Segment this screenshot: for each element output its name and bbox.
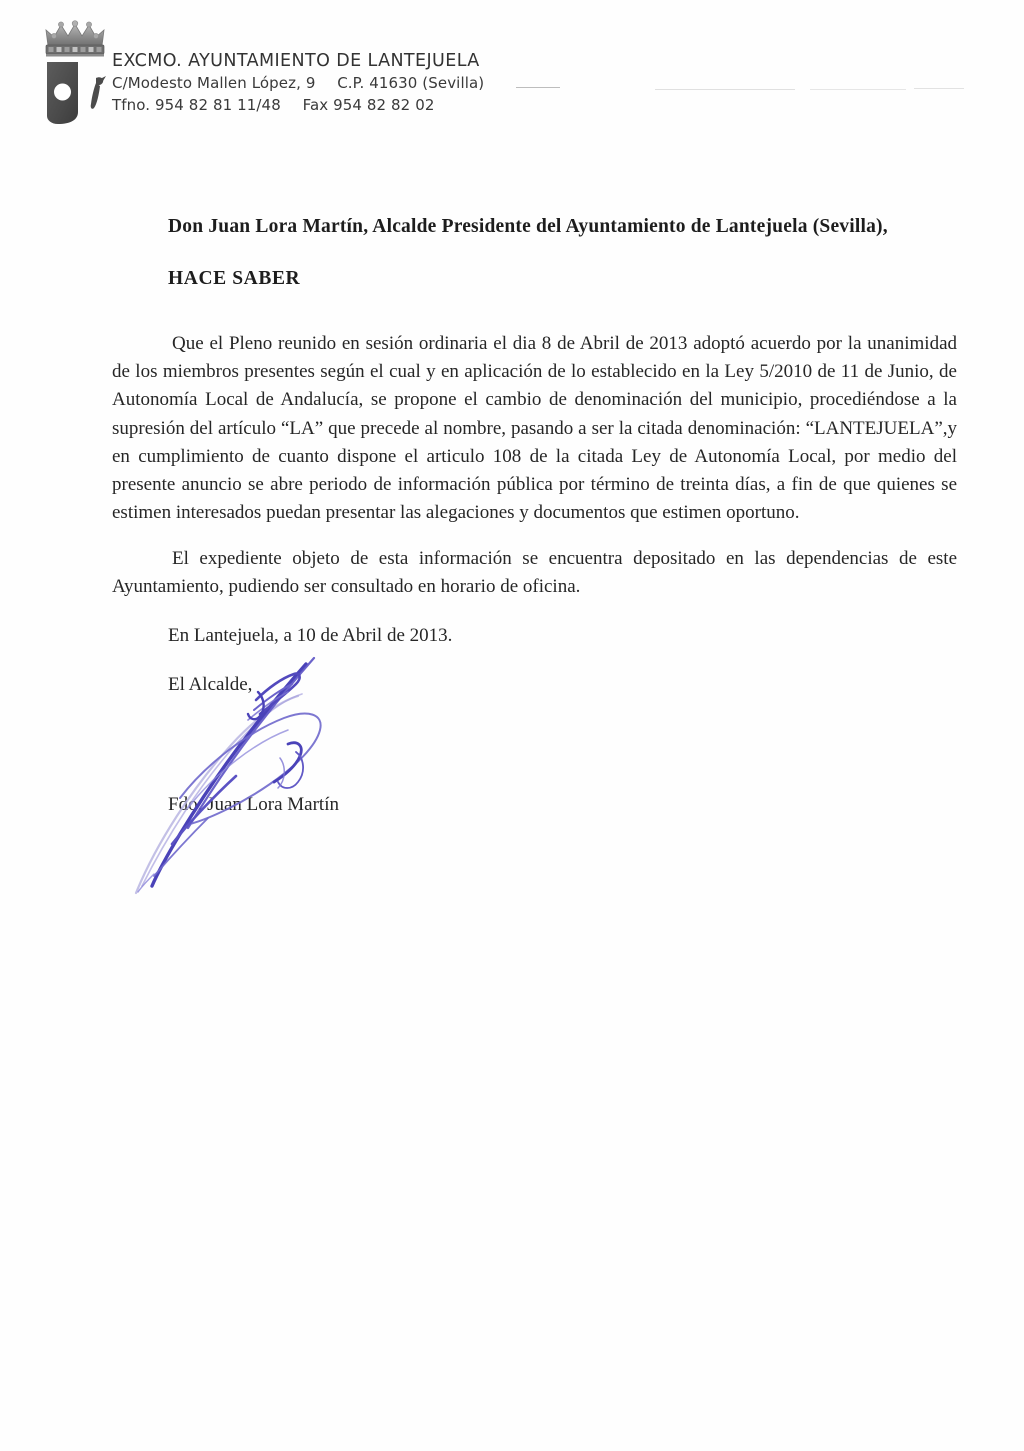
header-rule-segment [516,87,560,88]
margin-registry-stamp [14,330,60,1090]
contact-line [112,94,484,116]
organization-name: EXCMO. AYUNTAMIENTO DE LANTEJUELA [112,51,480,71]
place-and-date: En Lantejuela, a 10 de Abril de 2013. [168,625,453,646]
address-street: C/Modesto Mallen López, 9 [112,74,316,92]
body-paragraph-1: Que el Pleno reunido en sesión ordinaria el dia 8 de Abril de 2013 adoptó acuerdo por la unanimidad de los miembros presentes según el cual y en aplicación de lo establecido en la Ley 5/2010 de 11 de Junio, de Autonomía Local de Andalucía, se propone el cambio de denominación del municipio, procediéndose a la supresión del artículo “LA” que precede al nombre, pasando a ser la citada denominación: “LANTEJUELA”,y en cumplimiento de cuanto dispone el articulo 108 de la citada Ley de Autonomía Local, por medio del presente anuncio se abre periodo de información pública por término de treinta días, a fin de que quienes se estimen interesados puedan presentar las alegaciones y documentos que estimen oportuno. [112,333,957,524]
fax-number: Fax 954 82 82 02 [302,96,435,114]
signer-role: El Alcalde, [168,674,253,695]
address-line [112,72,484,94]
body-paragraph-2: El expediente objeto de esta información se encuentra depositado en las dependencias de este Ayuntamiento, pudiendo ser consultado en horario de oficina. [112,548,957,598]
header-rule-segment [655,89,795,90]
letterhead [30,14,990,134]
document-title: Don Juan Lora Martín, Alcalde Presidente del Ayuntamiento de Lantejuela (Sevilla), [168,216,888,237]
coat-of-arms-icon [34,16,116,128]
signer-name: Fdo. Juan Lora Martín [168,794,339,815]
header-rule-segment [914,88,964,89]
letterhead-text-block [112,50,484,116]
phone-number: Tfno. 954 82 81 11/48 [112,96,281,114]
header-rule-segment [810,89,906,90]
address-postal: C.P. 41630 (Sevilla) [337,74,485,92]
document-subtitle: HACE SABER [168,268,301,289]
